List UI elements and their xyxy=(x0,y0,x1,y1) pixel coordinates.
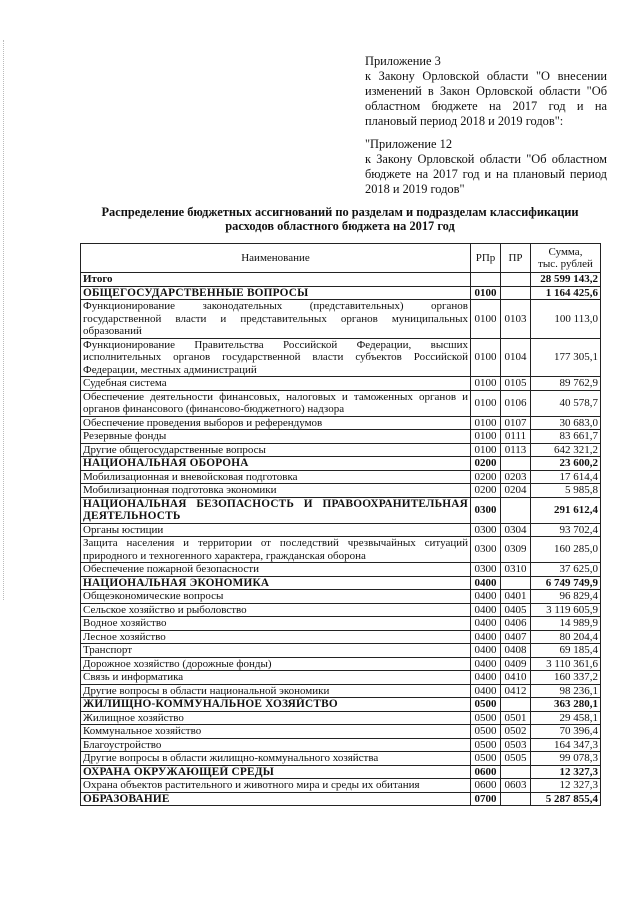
row-name: Транспорт xyxy=(81,644,471,658)
table-row xyxy=(81,752,601,766)
appendix-title: Приложение 3 xyxy=(365,54,441,68)
row-subsection-code xyxy=(501,286,531,300)
row-section-code: 0300 xyxy=(471,563,501,577)
row-amount: 160 337,2 xyxy=(531,671,601,685)
row-name: Обеспечение деятельности финансовых, налоговых и таможенных органов и органов финансового (финансово-бюджетного) надзора xyxy=(81,390,471,416)
table-row xyxy=(81,711,601,725)
row-subsection-code: 0501 xyxy=(501,711,531,725)
appendix-body: к Закону Орловской области "О внесении изменений в Закон Орловской области "Об областном бюджете на 2017 год и на плановый период 2018 и 2019 годов": xyxy=(365,69,607,128)
section-row xyxy=(81,698,601,712)
heading-line-1: Распределение бюджетных ассигнований по разделам и подразделам классификации xyxy=(101,205,579,219)
row-subsection-code: 0104 xyxy=(501,338,531,377)
row-subsection-code: 0113 xyxy=(501,443,531,457)
row-name: Сельское хозяйство и рыболовство xyxy=(81,603,471,617)
row-subsection-code: 0309 xyxy=(501,537,531,563)
row-section-code: 0400 xyxy=(471,657,501,671)
row-amount: 3 110 361,6 xyxy=(531,657,601,671)
row-amount: 5 985,8 xyxy=(531,484,601,498)
row-section-code: 0500 xyxy=(471,711,501,725)
row-name: Резервные фонды xyxy=(81,430,471,444)
table-row xyxy=(81,725,601,739)
row-amount: 80 204,4 xyxy=(531,630,601,644)
table-row xyxy=(81,684,601,698)
row-subsection-code: 0410 xyxy=(501,671,531,685)
row-subsection-code: 0106 xyxy=(501,390,531,416)
row-section-code: 0400 xyxy=(471,671,501,685)
table-row xyxy=(81,537,601,563)
row-amount: 70 396,4 xyxy=(531,725,601,739)
table-row xyxy=(81,484,601,498)
row-name: Функционирование законодательных (представительных) органов государственной власти и представительных органов муниципальных образований xyxy=(81,300,471,339)
row-amount: 28 599 143,2 xyxy=(531,273,601,287)
section-row xyxy=(81,497,601,523)
table-row xyxy=(81,657,601,671)
table-row xyxy=(81,390,601,416)
row-subsection-code: 0407 xyxy=(501,630,531,644)
row-amount: 1 164 425,6 xyxy=(531,286,601,300)
row-section-code: 0100 xyxy=(471,430,501,444)
row-section-code: 0400 xyxy=(471,576,501,590)
row-section-code: 0100 xyxy=(471,286,501,300)
row-amount: 30 683,0 xyxy=(531,416,601,430)
row-subsection-code xyxy=(501,497,531,523)
row-amount: 164 347,3 xyxy=(531,738,601,752)
row-name: Лесное хозяйство xyxy=(81,630,471,644)
row-subsection-code: 0310 xyxy=(501,563,531,577)
row-name: Защита населения и территории от последствий чрезвычайных ситуаций природного и техногенного характера, гражданская оборона xyxy=(81,537,471,563)
section-row xyxy=(81,576,601,590)
row-section-code: 0100 xyxy=(471,443,501,457)
row-section-code: 0400 xyxy=(471,617,501,631)
row-section-code xyxy=(471,273,501,287)
total-row xyxy=(81,273,601,287)
row-subsection-code: 0103 xyxy=(501,300,531,339)
row-subsection-code: 0105 xyxy=(501,377,531,391)
row-name: Связь и информатика xyxy=(81,671,471,685)
table-row xyxy=(81,590,601,604)
row-name: Коммунальное хозяйство xyxy=(81,725,471,739)
row-amount: 363 280,1 xyxy=(531,698,601,712)
row-amount: 89 762,9 xyxy=(531,377,601,391)
table-row xyxy=(81,377,601,391)
row-subsection-code xyxy=(501,765,531,779)
row-subsection-code: 0107 xyxy=(501,416,531,430)
row-amount: 3 119 605,9 xyxy=(531,603,601,617)
appendix-sub-body: к Закону Орловской области "Об областном бюджете на 2017 год и на плановый период 2018 и 2019 годов" xyxy=(365,152,607,196)
header-sum-line-1: Сумма, xyxy=(548,246,583,258)
header-sum-line-2: тыс. рублей xyxy=(538,258,593,270)
row-amount: 93 702,4 xyxy=(531,523,601,537)
table-row xyxy=(81,338,601,377)
row-section-code: 0400 xyxy=(471,590,501,604)
row-section-code: 0500 xyxy=(471,738,501,752)
row-section-code: 0400 xyxy=(471,603,501,617)
row-amount: 37 625,0 xyxy=(531,563,601,577)
row-name: Другие общегосударственные вопросы xyxy=(81,443,471,457)
row-subsection-code xyxy=(501,273,531,287)
row-section-code: 0600 xyxy=(471,765,501,779)
row-section-code: 0700 xyxy=(471,792,501,806)
appendix-sub-title: "Приложение 12 xyxy=(365,137,453,151)
row-name: Жилищное хозяйство xyxy=(81,711,471,725)
table-row xyxy=(81,671,601,685)
row-section-code: 0500 xyxy=(471,752,501,766)
row-subsection-code xyxy=(501,457,531,471)
row-name: Общеэкономические вопросы xyxy=(81,590,471,604)
row-amount: 12 327,3 xyxy=(531,765,601,779)
row-subsection-code xyxy=(501,698,531,712)
row-subsection-code: 0603 xyxy=(501,779,531,793)
row-name: Охрана объектов растительного и животного мира и среды их обитания xyxy=(81,779,471,793)
row-name: Итого xyxy=(81,273,471,287)
row-section-code: 0300 xyxy=(471,497,501,523)
row-subsection-code: 0203 xyxy=(501,470,531,484)
row-name: Дорожное хозяйство (дорожные фонды) xyxy=(81,657,471,671)
table-row xyxy=(81,779,601,793)
row-name: ОХРАНА ОКРУЖАЮЩЕЙ СРЕДЫ xyxy=(81,765,471,779)
row-name: Водное хозяйство xyxy=(81,617,471,631)
row-amount: 29 458,1 xyxy=(531,711,601,725)
row-amount: 100 113,0 xyxy=(531,300,601,339)
table-row xyxy=(81,738,601,752)
row-amount: 96 829,4 xyxy=(531,590,601,604)
row-amount: 177 305,1 xyxy=(531,338,601,377)
row-amount: 291 612,4 xyxy=(531,497,601,523)
row-section-code: 0100 xyxy=(471,338,501,377)
row-section-code: 0300 xyxy=(471,537,501,563)
table-row xyxy=(81,443,601,457)
row-subsection-code: 0406 xyxy=(501,617,531,631)
row-subsection-code: 0502 xyxy=(501,725,531,739)
row-name: НАЦИОНАЛЬНАЯ ОБОРОНА xyxy=(81,457,471,471)
table-row xyxy=(81,603,601,617)
row-section-code: 0100 xyxy=(471,300,501,339)
appendix-note xyxy=(365,54,607,197)
row-subsection-code: 0503 xyxy=(501,738,531,752)
row-subsection-code: 0401 xyxy=(501,590,531,604)
row-name: Органы юстиции xyxy=(81,523,471,537)
row-name: Судебная система xyxy=(81,377,471,391)
row-subsection-code: 0204 xyxy=(501,484,531,498)
header-pr: ПР xyxy=(501,244,531,273)
row-name: НАЦИОНАЛЬНАЯ ЭКОНОМИКА xyxy=(81,576,471,590)
header-rpr: РПр xyxy=(471,244,501,273)
row-section-code: 0100 xyxy=(471,377,501,391)
row-section-code: 0200 xyxy=(471,457,501,471)
section-row xyxy=(81,765,601,779)
table-row xyxy=(81,300,601,339)
row-subsection-code: 0412 xyxy=(501,684,531,698)
row-section-code: 0200 xyxy=(471,484,501,498)
section-row xyxy=(81,792,601,806)
row-amount: 40 578,7 xyxy=(531,390,601,416)
row-section-code: 0400 xyxy=(471,644,501,658)
row-amount: 160 285,0 xyxy=(531,537,601,563)
budget-table-body xyxy=(81,273,601,806)
table-row xyxy=(81,617,601,631)
heading-line-2: расходов областного бюджета на 2017 год xyxy=(225,219,455,233)
row-amount: 12 327,3 xyxy=(531,779,601,793)
document-heading xyxy=(70,205,610,233)
row-subsection-code xyxy=(501,792,531,806)
row-section-code: 0400 xyxy=(471,630,501,644)
row-subsection-code: 0409 xyxy=(501,657,531,671)
row-amount: 14 989,9 xyxy=(531,617,601,631)
row-subsection-code: 0405 xyxy=(501,603,531,617)
row-name: Благоустройство xyxy=(81,738,471,752)
row-amount: 6 749 749,9 xyxy=(531,576,601,590)
row-section-code: 0100 xyxy=(471,390,501,416)
row-name: Другие вопросы в области национальной экономики xyxy=(81,684,471,698)
row-name: Функционирование Правительства Российской Федерации, высших исполнительных органов государственной власти субъектов Российской Федерации, местных администраций xyxy=(81,338,471,377)
row-amount: 23 600,2 xyxy=(531,457,601,471)
row-section-code: 0400 xyxy=(471,684,501,698)
row-amount: 83 661,7 xyxy=(531,430,601,444)
table-row xyxy=(81,630,601,644)
row-section-code: 0100 xyxy=(471,416,501,430)
row-section-code: 0300 xyxy=(471,523,501,537)
table-row xyxy=(81,430,601,444)
row-amount: 642 321,2 xyxy=(531,443,601,457)
row-subsection-code: 0408 xyxy=(501,644,531,658)
row-amount: 17 614,4 xyxy=(531,470,601,484)
page-margin-line xyxy=(3,40,5,600)
row-name: НАЦИОНАЛЬНАЯ БЕЗОПАСНОСТЬ И ПРАВООХРАНИТЕЛЬНАЯ ДЕЯТЕЛЬНОСТЬ xyxy=(81,497,471,523)
row-subsection-code xyxy=(501,576,531,590)
row-name: Обеспечение проведения выборов и референдумов xyxy=(81,416,471,430)
row-amount: 69 185,4 xyxy=(531,644,601,658)
row-name: Обеспечение пожарной безопасности xyxy=(81,563,471,577)
row-amount: 98 236,1 xyxy=(531,684,601,698)
row-name: ЖИЛИЩНО-КОММУНАЛЬНОЕ ХОЗЯЙСТВО xyxy=(81,698,471,712)
row-name: Мобилизационная и вневойсковая подготовка xyxy=(81,470,471,484)
row-amount: 5 287 855,4 xyxy=(531,792,601,806)
row-subsection-code: 0304 xyxy=(501,523,531,537)
row-name: Другие вопросы в области жилищно-коммунального хозяйства xyxy=(81,752,471,766)
header-name: Наименование xyxy=(81,244,471,273)
table-row xyxy=(81,416,601,430)
row-subsection-code: 0505 xyxy=(501,752,531,766)
row-section-code: 0500 xyxy=(471,698,501,712)
row-amount: 99 078,3 xyxy=(531,752,601,766)
budget-table xyxy=(80,243,601,806)
table-row xyxy=(81,470,601,484)
row-subsection-code: 0111 xyxy=(501,430,531,444)
section-row xyxy=(81,457,601,471)
table-row xyxy=(81,563,601,577)
table-row xyxy=(81,644,601,658)
row-name: ОБЩЕГОСУДАРСТВЕННЫЕ ВОПРОСЫ xyxy=(81,286,471,300)
row-name: Мобилизационная подготовка экономики xyxy=(81,484,471,498)
section-row xyxy=(81,286,601,300)
header-sum xyxy=(531,244,601,273)
row-name: ОБРАЗОВАНИЕ xyxy=(81,792,471,806)
row-section-code: 0600 xyxy=(471,779,501,793)
row-section-code: 0200 xyxy=(471,470,501,484)
row-section-code: 0500 xyxy=(471,725,501,739)
table-row xyxy=(81,523,601,537)
